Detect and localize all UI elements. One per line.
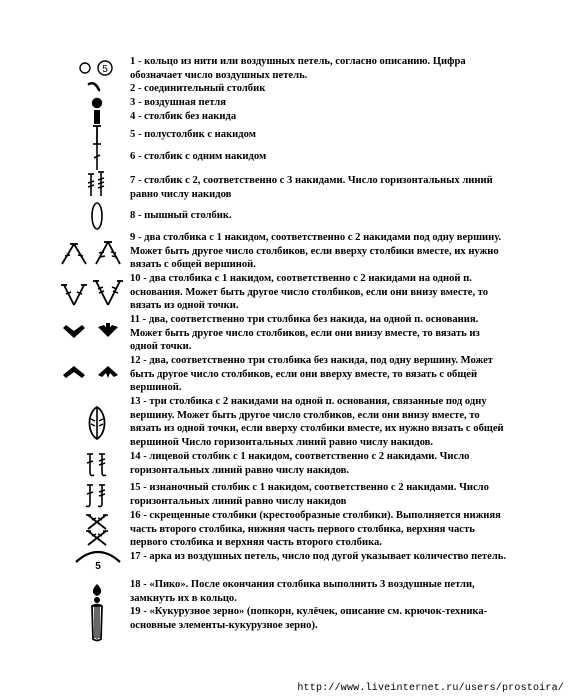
legend-text: 3 - воздушная петля bbox=[130, 97, 226, 108]
stitches-joined-at-base-icons bbox=[60, 279, 128, 307]
treble-crochet-icons bbox=[60, 170, 128, 198]
legend-text: 13 - три столбика с 2 накидами на одной п. основания, связанные под одну вершину. Может быть другое число столбиков, если они внизу вместе, то вязать из одной точки, если вверху столбики вместе, их нужно вязать с общей вершиной Число горизонтальных линий равно числу накидов. bbox=[130, 396, 507, 448]
front-post-stitch-icons bbox=[60, 452, 128, 478]
half-double-crochet-icon bbox=[60, 124, 128, 144]
double-crochet-icon bbox=[60, 142, 128, 172]
legend-text: 5 - полустолбик с накидом bbox=[130, 129, 256, 140]
legend-text: 19 - «Кукурузное зерно» (попкорн, кулёчек, описание см. крючок-техника-основные элементы-кукурузное зерно). bbox=[130, 606, 488, 631]
ring-and-numbered-chain-ring-icon bbox=[60, 57, 128, 81]
legend-text: 8 - пышный столбик. bbox=[130, 210, 232, 221]
legend-text: 16 - скрещенные столбики (крестообразные столбики). Выполняется нижняя часть второго столбика, нижняя часть первого столбика, верхняя часть первого столбика и верхняя часть второго столбика. bbox=[130, 510, 504, 549]
legend-text: 12 - два, соответственно три столбика без накида, под одну вершину. Может быть другое число столбиков, если они вверху вместе, то вязать с общей вершиной. bbox=[130, 355, 496, 394]
single-crochets-under-one-top-icons bbox=[60, 364, 128, 380]
single-crochet-icon bbox=[60, 109, 128, 125]
stitches-joined-at-top-icons bbox=[60, 238, 128, 266]
chain-count-label: 5 bbox=[95, 561, 101, 572]
crossed-stitches-icons bbox=[60, 512, 128, 548]
chain-arch-icon bbox=[60, 544, 128, 574]
cluster-stitch-icon bbox=[60, 405, 128, 441]
slip-stitch-icon bbox=[60, 80, 128, 96]
back-post-stitch-icons bbox=[60, 483, 128, 509]
chain-stitch-icon bbox=[60, 96, 128, 110]
legend-text: 6 - столбик с одним накидом bbox=[130, 151, 267, 162]
legend-text: 1 - кольцо из нити или воздушных петель, согласно описанию. Цифра обозначает число воздушных петель. bbox=[130, 56, 469, 81]
picot-icon bbox=[60, 582, 128, 604]
legend-text: 11 - два, соответственно три столбика без накида, на одной п. основания. Может быть другое число столбиков, если они внизу вместе, то вязать из одной точки. bbox=[130, 314, 483, 353]
popcorn-stitch-icon bbox=[60, 603, 128, 643]
legend-text: 4 - столбик без накида bbox=[130, 111, 237, 122]
puff-stitch-icon bbox=[60, 201, 128, 231]
legend-text: 14 - лицевой столбик с 1 накидом, соответственно с 2 накидами. Число горизонтальных линий равно числу накидов. bbox=[130, 451, 473, 476]
legend-text: 17 - арка из воздушных петель, число под дугой указывает количество петель. bbox=[130, 551, 507, 562]
source-url: http://www.liveinternet.ru/users/prostoira/ bbox=[297, 683, 564, 694]
single-crochets-in-one-base-icons bbox=[60, 323, 128, 339]
legend-text: 10 - два столбика с 1 накидом, соответственно с 2 накидами на одной п. основания. Может быть другое число столбиков, если они внизу вместе, то вязать из одной точки. bbox=[130, 273, 491, 312]
ring-number: 5 bbox=[102, 64, 108, 75]
legend-text: 15 - изнаночный столбик с 1 накидом, соответственно с 2 накидами. Число горизонтальных линий равно числу накидов bbox=[130, 482, 492, 507]
legend-text: 2 - соединительный столбик bbox=[130, 83, 266, 94]
legend-text: 7 - столбик с 2, соответственно с 3 накидами. Число горизонтальных линий равно числу накидов bbox=[130, 175, 496, 200]
legend-text: 18 - «Пико». После окончания столбика выполнить 3 воздушные петли, замкнуть их в кольцо. bbox=[130, 579, 478, 604]
legend-text: 9 - два столбика с 1 накидом, соответственно с 2 накидами под одну вершину. Может быть другое число столбиков, если вверху столбики вместе, их нужно вязать с общей вершиной. bbox=[130, 232, 504, 271]
